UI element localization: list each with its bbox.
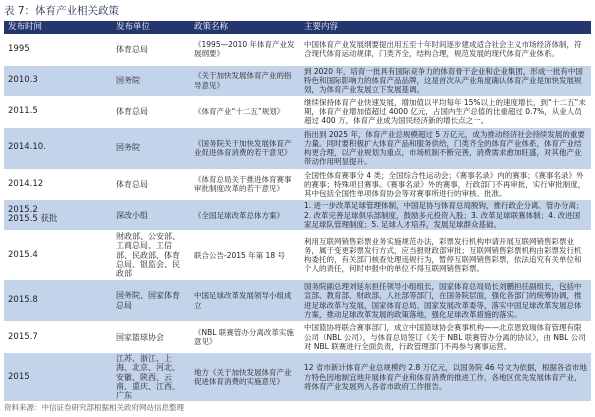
policy-dept: 国务院 bbox=[112, 127, 190, 169]
table-row bbox=[4, 96, 591, 127]
policy-content: 指出到 2025 年，体育产业总规模超过 5 万亿元，成为推动经济社会持续发展的重要力量。同时要积极扩大体育产品和服务供给，门类齐全的体育产业体系，体育产业结构更合理，以产业规划为重点，市场机制不断完善，消费需求愈加旺盛，对其他产业带动作用明显提升。 bbox=[300, 127, 591, 169]
policy-date: 2015.7 bbox=[4, 322, 112, 353]
policy-name: 《1995—2010 年体育产业发展纲要》 bbox=[190, 34, 300, 65]
policy-dept: 体育总局 bbox=[112, 96, 190, 127]
column-header-date: 发布时间 bbox=[4, 21, 112, 34]
policy-content: 1. 进一步改革足球管理体制，中国足协与体育总局脱钩，推行政企分离、管办分离；2. 改革完善足球俱乐部制度，鼓励多元投资入股；3. 改革足球联赛体制；4. 改进国家足球队管理制度；5. 足球人才培养，发展足球群众基础。 bbox=[300, 200, 591, 231]
policy-dept: 国务院 bbox=[112, 65, 190, 96]
column-header-content: 主要内容 bbox=[300, 21, 591, 34]
policy-content: 12 省市新计体育产业总规模约 2.8 万亿元，以国务院 46 号文为依据，根据各省市地方特色因地制宜地开展体育产业和体育消费的推进工作，各地区优先发展体育产业，将体育产业发展列入各省市政府工作报告。 bbox=[300, 353, 591, 402]
policy-date: 2014.10. bbox=[4, 127, 112, 169]
table-row bbox=[4, 322, 591, 353]
policy-date: 2015.8 bbox=[4, 280, 112, 322]
table-row bbox=[4, 65, 591, 96]
policy-date: 2015.2 2015.5 获批 bbox=[4, 200, 112, 231]
policy-dept: 体育总局 bbox=[112, 169, 190, 200]
column-header-dept: 发布单位 bbox=[112, 21, 190, 34]
policy-content: 中国篮协将联合赛事部门，成立中国篮球协会赛事机构——北京恩致瑞体育管理有限公司（NBL 公司），与体育总局签订《关于 NBL 联赛管办分离的协议》，由 NBL 公司对 NBL 联赛进行全面负责，行政管理部门不再参与赛事运营。 bbox=[300, 322, 591, 353]
policy-content: 国务院副总理刘延东担任领导小组组长，国家体育总局局长刘鹏担任副组长，包括中宣部、教育部、财政部、人社部等部门，在国务院层面，强化各部门的统筹协调，推进足球改革与发展，国家体育总局、国家发展改革委等，落实中国足球改革发展总体方案，推动足球改革发展的政策落地，强化足球改革措施的落实。 bbox=[300, 280, 591, 322]
column-header-policy: 政策名称 bbox=[190, 21, 300, 34]
policy-dept: 财政部、公安部、工商总局、工信部、民政部、体育总局、银监会、民政部 bbox=[112, 231, 190, 280]
policy-name: 中国足球改革发展领导小组成立 bbox=[190, 280, 300, 322]
policy-date: 1995 bbox=[4, 34, 112, 65]
table-row bbox=[4, 127, 591, 169]
policy-date: 2014.12 bbox=[4, 169, 112, 200]
table-title: 表 7：体育产业相关政策 bbox=[4, 5, 120, 17]
policy-table bbox=[4, 21, 591, 402]
table-row bbox=[4, 169, 591, 200]
policy-dept: 江苏、浙江、上海、北京、河北、安徽、陕西、云南、重庆、江西、广东 bbox=[112, 353, 190, 402]
policy-content: 利用互联网销售彩票业务实施规范办法，彩票发行机构申请开展互联网销售彩票业务，属于变更彩票发行方式，应当报财政部审批；互联网销售彩票机构由彩票发行机构委托的，有关部门核查处理违规行为，暂停互联网销售彩票，依法追究有关单位和个人的责任，何时申报中的单位不得互联网销售彩票。 bbox=[300, 231, 591, 280]
table-row bbox=[4, 353, 591, 402]
table-row bbox=[4, 200, 591, 231]
table-row bbox=[4, 34, 591, 65]
policy-date: 2015 bbox=[4, 353, 112, 402]
policy-content: 全国性体育赛事分 4 类；全国综合性运动会；《赛事名录》内的赛事；《赛事名录》外的赛事；特殊项目赛事。《赛事名录》外的赛事，行政部门不再审批，实行审批制度，其中包括全国性单项体育协会等对赛事所进行的审核、批准。 bbox=[300, 169, 591, 200]
table-row bbox=[4, 231, 591, 280]
policy-date: 2015.4 bbox=[4, 231, 112, 280]
policy-name: 《NBL 联赛管办分离改革实施意见》 bbox=[190, 322, 300, 353]
source-note: 资料来源：中信证券研究部根据相关政府网站信息整理 bbox=[4, 403, 184, 412]
policy-name: 《体育产业“十二五”规划》 bbox=[190, 96, 300, 127]
table-row bbox=[4, 280, 591, 322]
policy-dept: 国务院、国家体育总局 bbox=[112, 280, 190, 322]
policy-name: 《体育总局关于推进体育赛事审批制度改革的若干意见》 bbox=[190, 169, 300, 200]
policy-dept: 体育总局 bbox=[112, 34, 190, 65]
policy-name: 《全国足球改革总体方案》 bbox=[190, 200, 300, 231]
policy-content: 继续保持体育产业快速发展，增加值以平均每年 15%以上的速度增长，到“十二五”末期，体育产业增加值超过 4000 亿元，占国内生产总值的比重超过 0.7%，从业人员超过 400 万，体育产业成为国民经济新的增长点之一。 bbox=[300, 96, 591, 127]
policy-date: 2011.5 bbox=[4, 96, 112, 127]
policy-date: 2010.3 bbox=[4, 65, 112, 96]
policy-content: 中国体育产业发展纲要提出用五至十年时间逐步建成适合社会主义市场经济体制，符合现代体育运动规律，门类齐全，结构合理，规范发展的现代体育产业体系。 bbox=[300, 34, 591, 65]
policy-dept: 国家篮球协会 bbox=[112, 322, 190, 353]
policy-content: 到 2020 年，培育一批具有国际竞争力的体育骨干企业和企业集团，形成一批有中国特色和国际影响力的体育产品品牌，这是首次从产业角度确认体育产业是加快发展规划，为体育产业发展立下发展基调。 bbox=[300, 65, 591, 96]
table-header-row bbox=[4, 21, 591, 34]
policy-name: 《国务院关于加快发展体育产业促进体育消费的若干意见》 bbox=[190, 127, 300, 169]
policy-name: 地方《关于加快发展体育产业促进体育消费的实施意见》 bbox=[190, 353, 300, 402]
policy-name: 联合公告-2015 年第 18 号 bbox=[190, 231, 300, 280]
policy-dept: 深改小组 bbox=[112, 200, 190, 231]
policy-name: 《关于加快发展体育产业的指导意见》 bbox=[190, 65, 300, 96]
